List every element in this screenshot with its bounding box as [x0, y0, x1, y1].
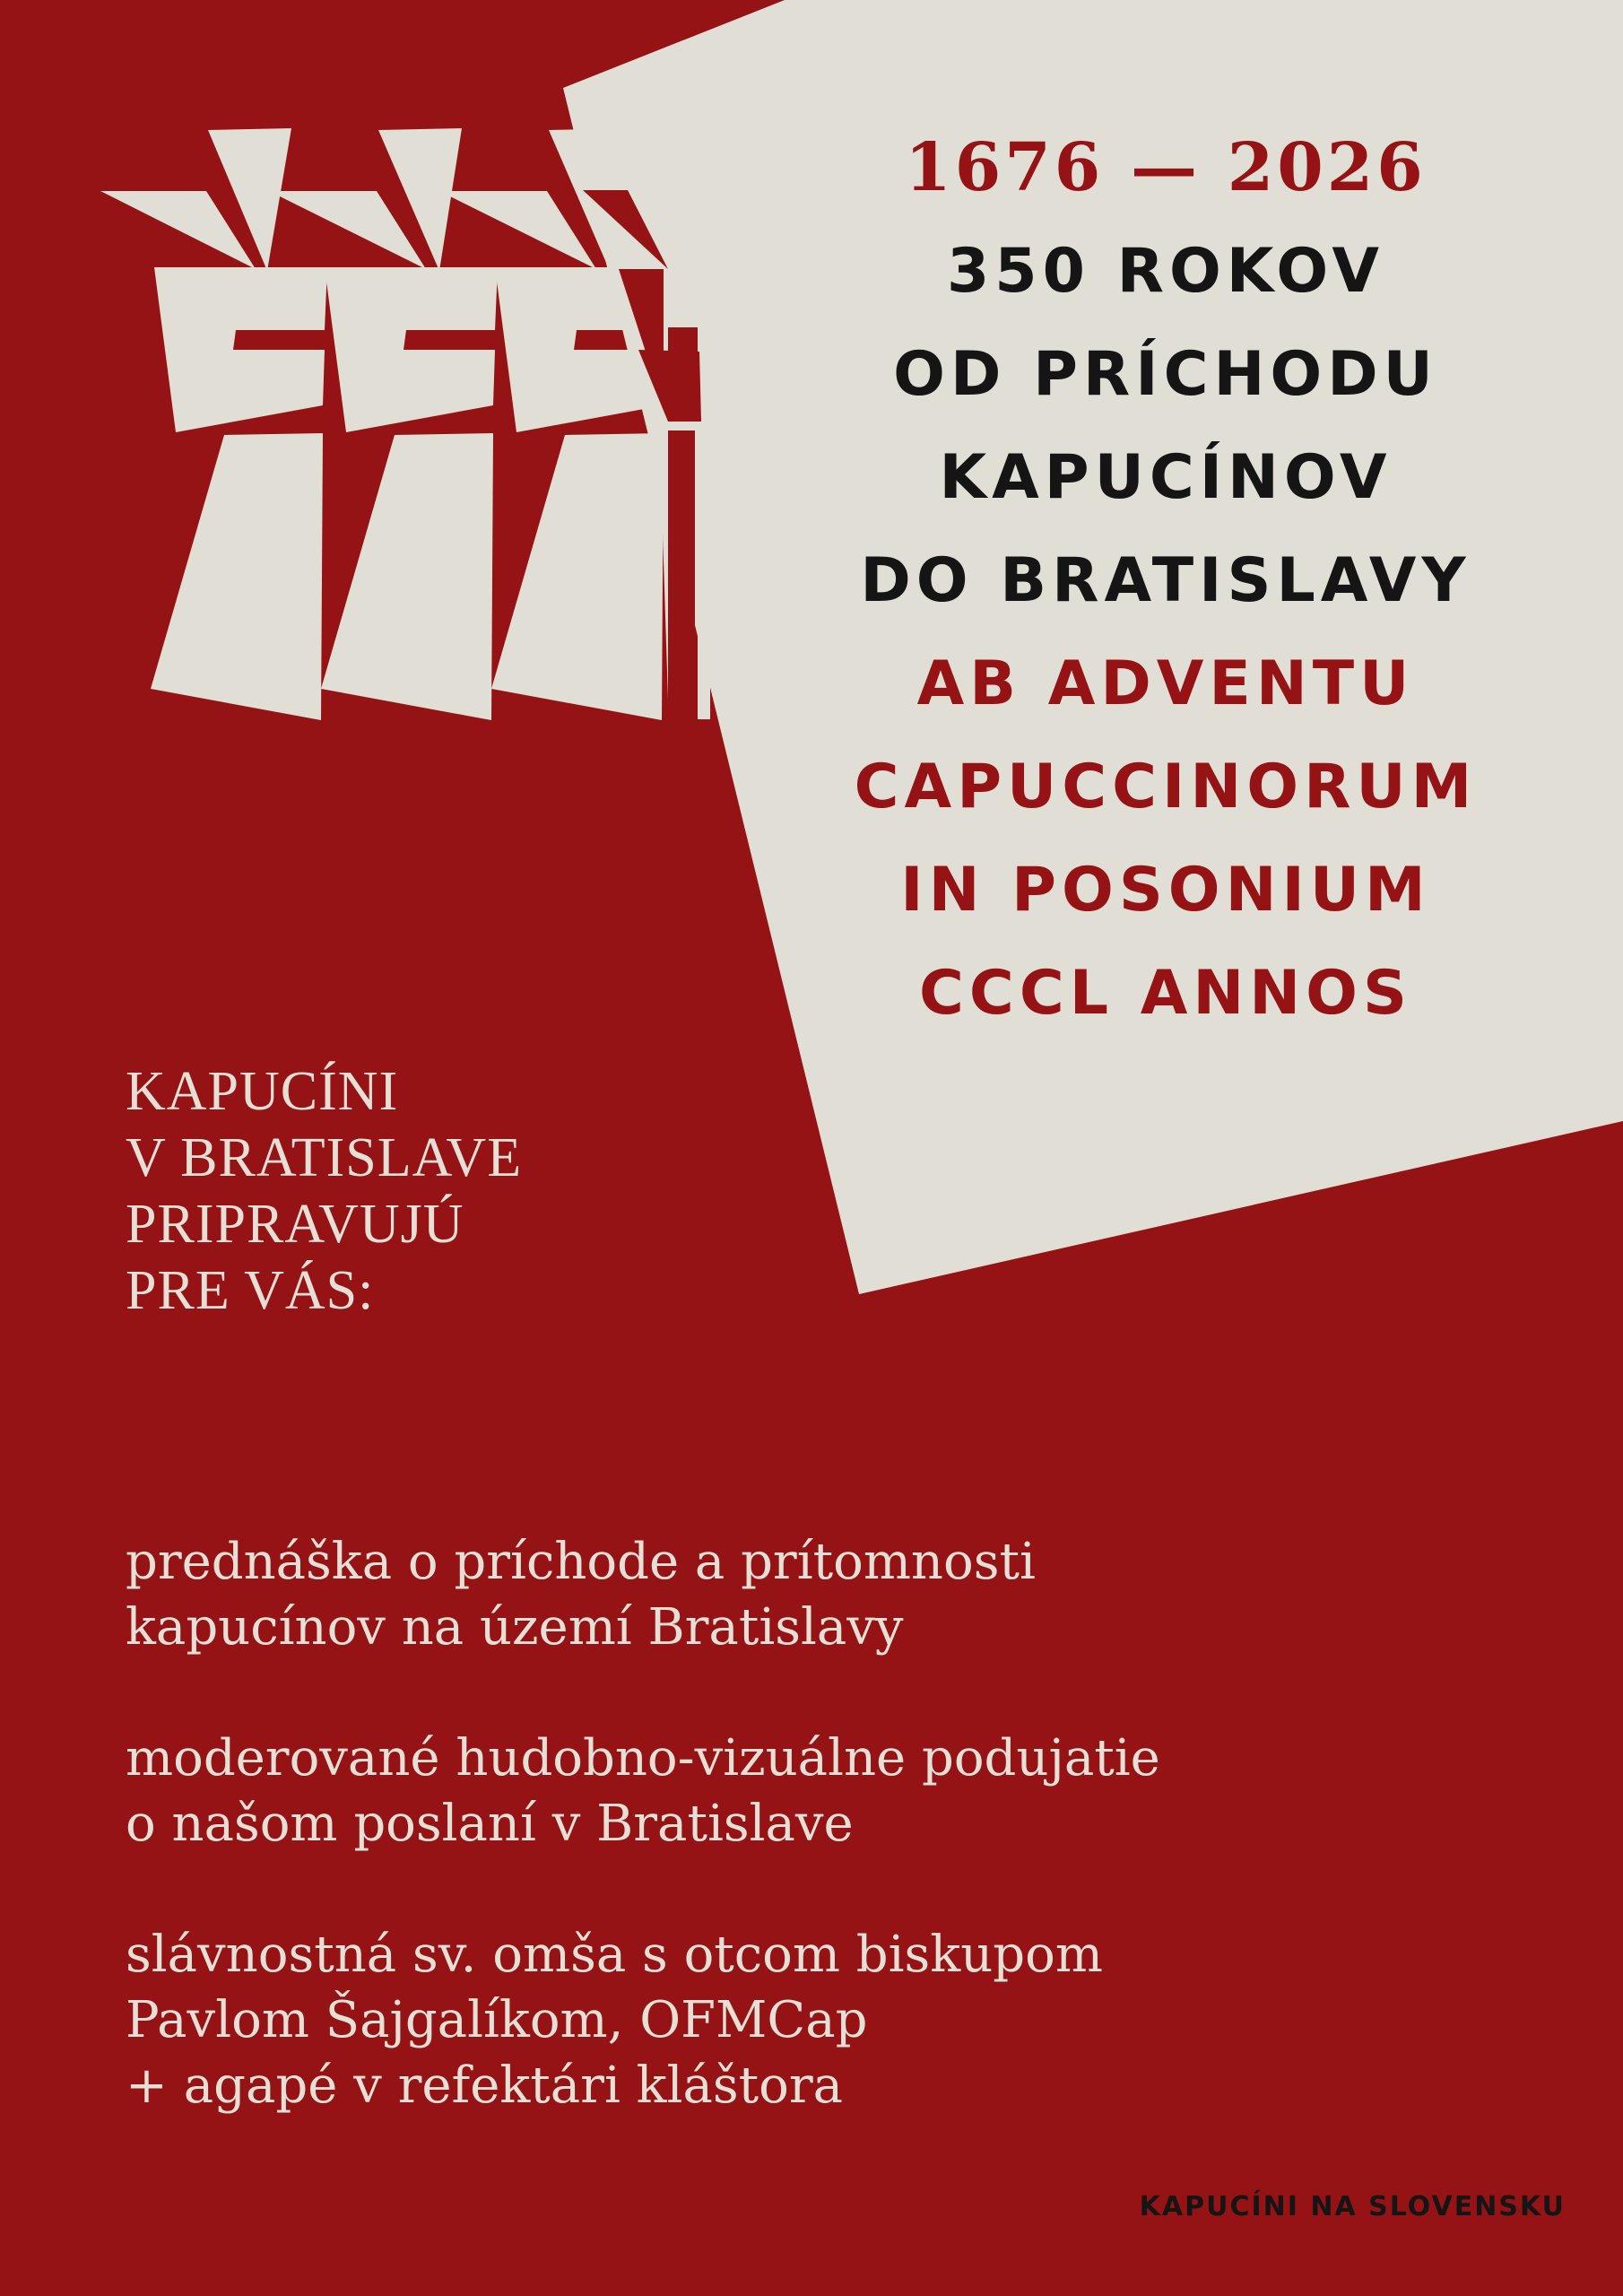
footer-organization: KAPUCÍNI NA SLOVENSKU	[1139, 2191, 1566, 2222]
event-line: + agapé v refektári kláštora	[126, 2057, 843, 2115]
event-line: o našom poslaní v Bratislave	[126, 1795, 854, 1853]
headline-block	[807, 117, 1524, 1045]
headline-line: KAPUCÍNOV	[939, 442, 1393, 513]
intro-line: KAPUCÍNI	[126, 1061, 399, 1122]
latin-line: CCCL ANNOS	[919, 958, 1412, 1029]
intro-line: PRE VÁS:	[126, 1260, 375, 1321]
latin-line: AB ADVENTU	[916, 648, 1415, 719]
event-line: Pavlom Šajgalíkom, OFMCap	[126, 1991, 868, 2049]
event-line: slávnostná sv. omša s otcom biskupom	[126, 1926, 1103, 1984]
event-item	[126, 1529, 1160, 1660]
headline-line: 350 ROKOV	[946, 236, 1385, 307]
anniversary-dates: 1676 — 2026	[905, 129, 1427, 206]
intro-heading	[126, 1058, 522, 1324]
headline-line: DO BRATISLAVY	[860, 545, 1471, 616]
latin-line: IN POSONIUM	[900, 855, 1431, 926]
event-item	[126, 1726, 1160, 1857]
event-line: moderované hudobno-vizuálne podujatie	[126, 1729, 1160, 1787]
event-line: kapucínov na území Bratislavy	[126, 1598, 904, 1657]
event-line: prednáška o príchode a prítomnosti	[126, 1533, 1036, 1591]
event-list	[126, 1529, 1160, 2184]
intro-line: V BRATISLAVE	[126, 1127, 523, 1188]
intro-line: PRIPRAVUJÚ	[126, 1194, 464, 1255]
latin-line: CAPUCCINORUM	[854, 752, 1478, 822]
headline-line: OD PRÍCHODU	[893, 339, 1438, 410]
event-item	[126, 1922, 1160, 2118]
